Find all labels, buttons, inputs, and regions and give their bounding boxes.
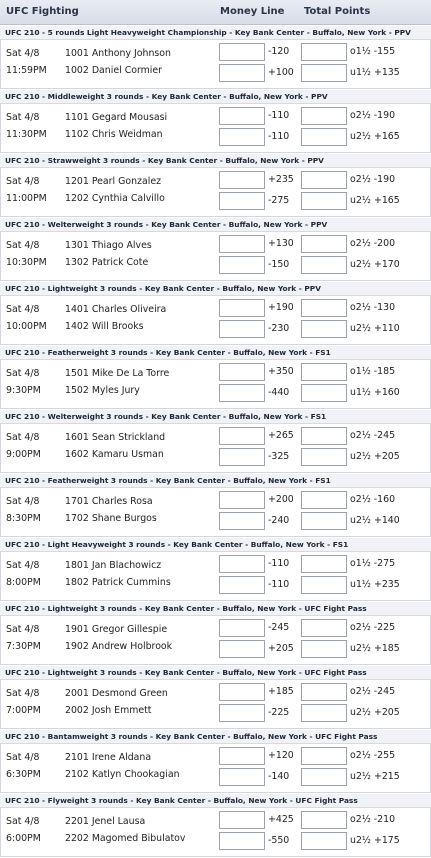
- fighter-name: 1201 Pearl Gonzalez: [65, 176, 162, 187]
- money-line-odds: -240: [268, 515, 290, 526]
- fighter-name: 1801 Jan Blachowicz: [65, 560, 162, 571]
- money-line-odds: -440: [268, 387, 290, 398]
- money-line-odds: -140: [268, 771, 290, 782]
- total-points-input[interactable]: [301, 43, 347, 61]
- total-points-odds: o2½ -190: [350, 174, 396, 185]
- total-points-input[interactable]: [301, 640, 347, 658]
- total-points-input[interactable]: [301, 747, 347, 765]
- event-date: Sat 4/8: [6, 432, 40, 443]
- total-points-input[interactable]: [301, 107, 347, 125]
- money-line-input[interactable]: [219, 384, 265, 402]
- event-date: Sat 4/8: [6, 48, 40, 59]
- event-date: Sat 4/8: [6, 240, 40, 251]
- total-points-odds: u2½ +205: [350, 707, 400, 718]
- fighter-name: 1501 Mike De La Torre: [65, 368, 170, 379]
- event-block: [0, 410, 431, 473]
- fighter-name: 1101 Gegard Mousasi: [65, 112, 168, 123]
- event-title: UFC 210 - Lightweight 3 rounds - Key Bank Center - Buffalo, New York - UFC Fight Pass: [0, 602, 431, 616]
- fighter-name: 1702 Shane Burgos: [65, 513, 157, 524]
- event-block: [0, 346, 431, 409]
- fighter-name: 1502 Myles Jury: [65, 385, 140, 396]
- total-points-odds: o2½ -210: [350, 814, 396, 825]
- total-points-odds: o2½ -160: [350, 494, 396, 505]
- money-line-input[interactable]: [219, 448, 265, 466]
- total-points-input[interactable]: [301, 320, 347, 338]
- event-list: [0, 26, 431, 858]
- total-points-input[interactable]: [301, 768, 347, 786]
- money-line-input[interactable]: [219, 320, 265, 338]
- fighter-name: 1102 Chris Weidman: [65, 129, 163, 140]
- money-line-odds: -110: [268, 579, 290, 590]
- total-points-odds: u2½ +110: [350, 323, 400, 334]
- event-time: 10:30PM: [6, 257, 47, 268]
- money-line-odds: -245: [268, 622, 290, 633]
- event-date: Sat 4/8: [6, 112, 40, 123]
- event-time: 11:30PM: [6, 129, 47, 140]
- total-points-odds: u2½ +185: [350, 643, 400, 654]
- money-line-input[interactable]: [219, 576, 265, 594]
- total-points-odds: o1½ -155: [350, 46, 396, 57]
- event-block: [0, 538, 431, 601]
- fighter-name: 1301 Thiago Alves: [65, 240, 152, 251]
- money-line-input[interactable]: [219, 640, 265, 658]
- event-block: [0, 26, 431, 89]
- total-points-input[interactable]: [301, 619, 347, 637]
- money-line-odds: -110: [268, 558, 290, 569]
- fighter-name: 1602 Kamaru Usman: [65, 449, 164, 460]
- fighter-name: 1601 Sean Strickland: [65, 432, 166, 443]
- event-block: [0, 154, 431, 217]
- money-line-input[interactable]: [219, 299, 265, 317]
- event-time: 11:00PM: [6, 193, 47, 204]
- money-line-odds: -225: [268, 707, 290, 718]
- event-time: 7:30PM: [6, 641, 41, 652]
- event-date: Sat 4/8: [6, 752, 40, 763]
- fighter-name: 1701 Charles Rosa: [65, 496, 153, 507]
- money-line-input[interactable]: [219, 555, 265, 573]
- event-title: UFC 210 - Lightweight 3 rounds - Key Bank Center - Buffalo, New York - PPV: [0, 282, 431, 296]
- total-points-odds: u2½ +175: [350, 835, 400, 846]
- total-points-odds: u2½ +215: [350, 771, 400, 782]
- total-points-odds: o2½ -245: [350, 430, 396, 441]
- event-time: 10:00PM: [6, 321, 47, 332]
- money-line-odds: +185: [268, 686, 294, 697]
- event-date: Sat 4/8: [6, 496, 40, 507]
- money-line-heading: Money Line: [220, 6, 285, 17]
- money-line-odds: -325: [268, 451, 290, 462]
- event-time: 6:00PM: [6, 833, 41, 844]
- money-line-odds: +425: [268, 814, 294, 825]
- total-points-input[interactable]: [301, 683, 347, 701]
- event-time: 9:30PM: [6, 385, 41, 396]
- money-line-odds: -120: [268, 46, 290, 57]
- money-line-input[interactable]: [219, 619, 265, 637]
- fighter-name: 1202 Cynthia Calvillo: [65, 193, 165, 204]
- total-points-input[interactable]: [301, 832, 347, 850]
- money-line-input[interactable]: [219, 43, 265, 61]
- fighter-name: 2101 Irene Aldana: [65, 752, 152, 763]
- total-points-odds: o2½ -225: [350, 622, 396, 633]
- event-time: 8:30PM: [6, 513, 41, 524]
- event-date: Sat 4/8: [6, 176, 40, 187]
- total-points-input[interactable]: [301, 128, 347, 146]
- total-points-odds: u1½ +160: [350, 387, 400, 398]
- fighter-name: 1302 Patrick Cote: [65, 257, 149, 268]
- money-line-input[interactable]: [219, 192, 265, 210]
- money-line-odds: -550: [268, 835, 290, 846]
- money-line-input[interactable]: [219, 171, 265, 189]
- total-points-input[interactable]: [301, 171, 347, 189]
- total-points-odds: o2½ -245: [350, 686, 396, 697]
- money-line-input[interactable]: [219, 128, 265, 146]
- money-line-input[interactable]: [219, 811, 265, 829]
- event-time: 8:00PM: [6, 577, 41, 588]
- total-points-odds: u1½ +235: [350, 579, 400, 590]
- event-date: Sat 4/8: [6, 688, 40, 699]
- event-date: Sat 4/8: [6, 816, 40, 827]
- fighter-name: 1901 Gregor Gillespie: [65, 624, 168, 635]
- total-points-input[interactable]: [301, 448, 347, 466]
- event-date: Sat 4/8: [6, 368, 40, 379]
- money-line-input[interactable]: [219, 768, 265, 786]
- fighter-name: 2102 Katlyn Chookagian: [65, 769, 180, 780]
- fighter-name: 1802 Patrick Cummins: [65, 577, 171, 588]
- money-line-input[interactable]: [219, 107, 265, 125]
- fighter-name: 1902 Andrew Holbrook: [65, 641, 173, 652]
- money-line-input[interactable]: [219, 235, 265, 253]
- event-block: [0, 218, 431, 281]
- event-title: UFC 210 - Middleweight 3 rounds - Key Bank Center - Buffalo, New York - PPV: [0, 90, 431, 104]
- total-points-input[interactable]: [301, 256, 347, 274]
- fighter-name: 1001 Anthony Johnson: [65, 48, 171, 59]
- total-points-input[interactable]: [301, 811, 347, 829]
- money-line-odds: -275: [268, 195, 290, 206]
- event-block: [0, 90, 431, 153]
- money-line-input[interactable]: [219, 491, 265, 509]
- total-points-odds: o1½ -185: [350, 366, 396, 377]
- money-line-input[interactable]: [219, 747, 265, 765]
- event-title: UFC 210 - 5 rounds Light Heavyweight Championship - Key Bank Center - Buffalo, New York - PPV: [0, 26, 431, 40]
- total-points-odds: u2½ +205: [350, 451, 400, 462]
- money-line-input[interactable]: [219, 704, 265, 722]
- total-points-input[interactable]: [301, 576, 347, 594]
- total-points-input[interactable]: [301, 64, 347, 82]
- event-time: 6:30PM: [6, 769, 41, 780]
- total-points-odds: o2½ -200: [350, 238, 396, 249]
- total-points-odds: u2½ +165: [350, 195, 400, 206]
- money-line-input[interactable]: [219, 683, 265, 701]
- fighter-name: 2202 Magomed Bibulatov: [65, 833, 186, 844]
- total-points-odds: o1½ -275: [350, 558, 396, 569]
- total-points-input[interactable]: [301, 363, 347, 381]
- total-points-odds: u1½ +135: [350, 67, 400, 78]
- money-line-odds: -230: [268, 323, 290, 334]
- total-points-odds: o2½ -190: [350, 110, 396, 121]
- fighter-name: 1002 Daniel Cormier: [65, 65, 163, 76]
- money-line-input[interactable]: [219, 512, 265, 530]
- event-date: Sat 4/8: [6, 624, 40, 635]
- money-line-input[interactable]: [219, 256, 265, 274]
- fighter-name: 2002 Josh Emmett: [65, 705, 152, 716]
- total-points-input[interactable]: [301, 512, 347, 530]
- event-title: UFC 210 - Welterweight 3 rounds - Key Bank Center - Buffalo, New York - PPV: [0, 218, 431, 232]
- total-points-heading: Total Points: [304, 6, 371, 17]
- total-points-input[interactable]: [301, 299, 347, 317]
- event-block: [0, 282, 431, 345]
- event-time: 11:59PM: [6, 65, 47, 76]
- total-points-odds: u2½ +165: [350, 131, 400, 142]
- total-points-input[interactable]: [301, 555, 347, 573]
- money-line-odds: +235: [268, 174, 294, 185]
- event-title: UFC 210 - Strawweight 3 rounds - Key Bank Center - Buffalo, New York - PPV: [0, 154, 431, 168]
- event-time: 9:00PM: [6, 449, 41, 460]
- total-points-input[interactable]: [301, 491, 347, 509]
- money-line-odds: +100: [268, 67, 294, 78]
- money-line-odds: +130: [268, 238, 294, 249]
- event-block: [0, 794, 431, 857]
- money-line-input[interactable]: [219, 64, 265, 82]
- total-points-input[interactable]: [301, 427, 347, 445]
- event-block: [0, 666, 431, 729]
- event-title: UFC 210 - Bantamweight 3 rounds - Key Bank Center - Buffalo, New York - UFC Fight Pass: [0, 730, 431, 744]
- total-points-input[interactable]: [301, 384, 347, 402]
- event-date: Sat 4/8: [6, 304, 40, 315]
- fighter-name: 2201 Jenel Lausa: [65, 816, 146, 827]
- total-points-input[interactable]: [301, 192, 347, 210]
- event-date: Sat 4/8: [6, 560, 40, 571]
- event-title: UFC 210 - Welterweight 3 rounds - Key Bank Center - Buffalo, New York - FS1: [0, 410, 431, 424]
- money-line-odds: +205: [268, 643, 294, 654]
- total-points-odds: u2½ +140: [350, 515, 400, 526]
- money-line-odds: +120: [268, 750, 294, 761]
- money-line-odds: +350: [268, 366, 294, 377]
- fighter-name: 1401 Charles Oliveira: [65, 304, 167, 315]
- event-title: UFC 210 - Lightweight 3 rounds - Key Bank Center - Buffalo, New York - UFC Fight Pass: [0, 666, 431, 680]
- money-line-odds: -110: [268, 131, 290, 142]
- event-title: UFC 210 - Featherweight 3 rounds - Key Bank Center - Buffalo, New York - FS1: [0, 474, 431, 488]
- total-points-odds: o2½ -130: [350, 302, 396, 313]
- sport-heading: UFC Fighting: [6, 6, 79, 17]
- fighter-name: 1402 Will Brooks: [65, 321, 144, 332]
- event-title: UFC 210 - Flyweight 3 rounds - Key Bank Center - Buffalo, New York - UFC Fight Pass: [0, 794, 431, 808]
- total-points-input[interactable]: [301, 235, 347, 253]
- event-time: 7:00PM: [6, 705, 41, 716]
- money-line-input[interactable]: [219, 832, 265, 850]
- money-line-odds: -150: [268, 259, 290, 270]
- event-block: [0, 730, 431, 793]
- event-block: [0, 602, 431, 665]
- odds-header: [0, 0, 431, 25]
- money-line-odds: +190: [268, 302, 294, 313]
- fighter-name: 2001 Desmond Green: [65, 688, 168, 699]
- money-line-odds: +265: [268, 430, 294, 441]
- total-points-input[interactable]: [301, 704, 347, 722]
- money-line-odds: +200: [268, 494, 294, 505]
- event-block: [0, 474, 431, 537]
- total-points-odds: u2½ +170: [350, 259, 400, 270]
- total-points-odds: o2½ -255: [350, 750, 396, 761]
- event-title: UFC 210 - Light Heavyweight 3 rounds - Key Bank Center - Buffalo, New York - FS1: [0, 538, 431, 552]
- money-line-input[interactable]: [219, 363, 265, 381]
- money-line-input[interactable]: [219, 427, 265, 445]
- event-title: UFC 210 - Featherweight 3 rounds - Key Bank Center - Buffalo, New York - FS1: [0, 346, 431, 360]
- money-line-odds: -110: [268, 110, 290, 121]
